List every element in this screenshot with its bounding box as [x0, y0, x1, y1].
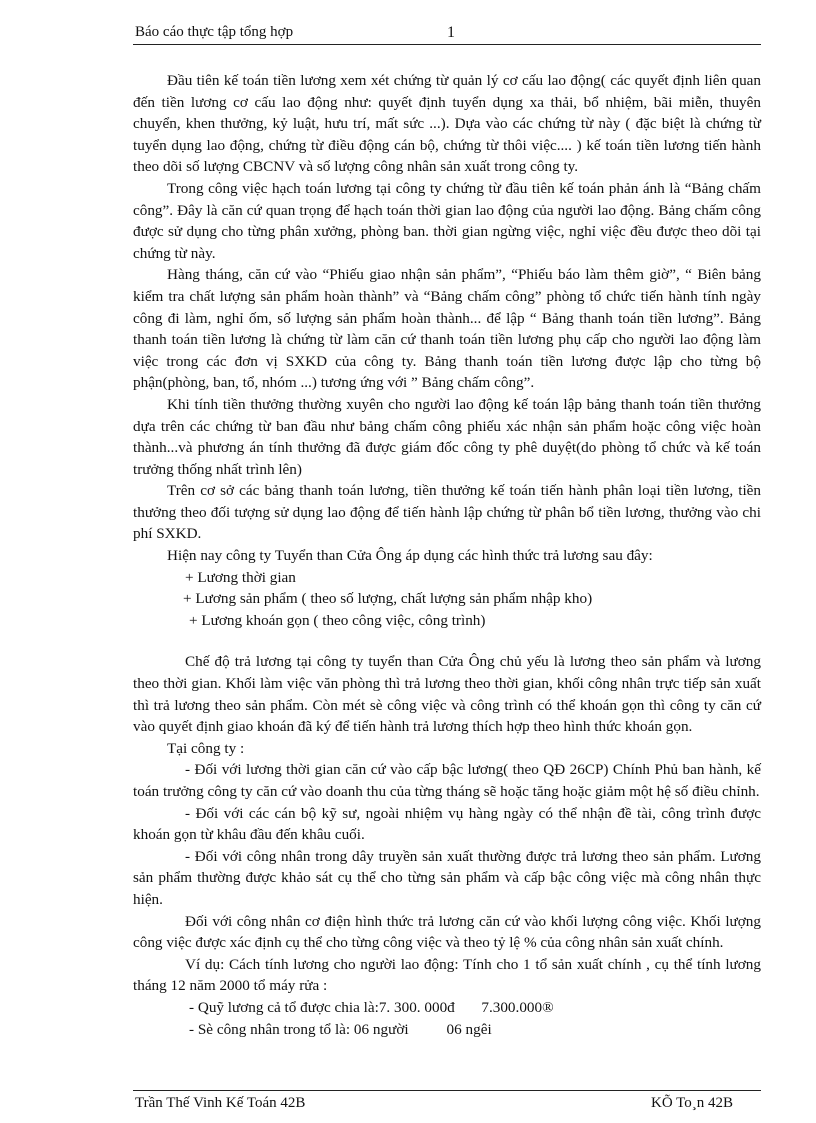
- paragraph: Đầu tiên kế toán tiền lương xem xét chứng từ quản lý cơ cấu lao động( các quyết định liên quan đến tiền lương cơ cấu lao động như: quyết định tuyển dụng xa thải, bổ nhiệm, bãi miễn, thuyên chuyển, khen thưởng, kỷ luật, hưu trí, mất sức ...). Dựa vào các chứng từ này ( đặc biệt là chứng từ tuyển dụng lao động, chứng từ điều động cán bộ, chứng từ thôi việc.... ) kế toán tiền lương tiến hành theo dõi số lượng CBCNV và số lượng công nhân sản xuất trong công ty.: [133, 72, 761, 176]
- page-header: [133, 22, 761, 45]
- page-number: 1: [447, 24, 455, 41]
- footer-author: Trần Thế Vinh Kế Toán 42B: [135, 1095, 306, 1111]
- list-item: + Lương khoán gọn ( theo công việc, công trình): [189, 611, 486, 629]
- spacer: [133, 631, 761, 651]
- paragraph: Đối với công nhân cơ điện hình thức trả lương căn cứ vào khối lượng công việc. Khối lượng công việc được xác định cụ thể cho từng công việc và theo tỷ lệ % của công nhân sản xuất chính.: [133, 912, 761, 952]
- footer-class: KÕ To¸n 42B: [650, 1095, 733, 1111]
- paragraph: Hàng tháng, căn cứ vào “Phiếu giao nhận sản phẩm”, “Phiếu báo làm thêm giờ”, “ Biên bảng kiểm tra chất lượng sản phẩm hoàn thành” và “Bảng chấm công” phòng tổ chức tiến hành tính ngày công đi làm, nghỉ ốm, số lượng sản phẩm hoàn thành... để lập “ Bảng thanh toán tiền lương”. Bảng thanh toán tiền lương là chứng từ làm căn cứ thanh toán tiền lương phụ cấp cho người lao động làm việc trong các đơn vị SXKD của công ty. Bảng thanh toán tiền lương được lập cho từng bộ phận(phòng, ban, tổ, nhóm ...) tương ứng với ” Bảng chấm công”.: [133, 266, 761, 392]
- paragraph: Trong công việc hạch toán lương tại công ty chứng từ đầu tiên kế toán phản ánh là “Bảng chấm công”. Đây là căn cứ quan trọng để hạch toán thời gian lao động của người lao động. Bảng chấm công được sử dụng cho từng phân xưởng, phòng ban. thời gian ngừng việc, nghỉ việc đều được theo dõi tại chứng từ này.: [133, 179, 761, 262]
- paragraph: Khi tính tiền thưởng thường xuyên cho người lao động kế toán lập bảng thanh toán tiền thưởng dựa trên các chứng từ ban đầu như bảng chấm công phiếu xác nhận sản phẩm hoặc công việc hoàn thành...và phương án tính thưởng đã được giám đốc công ty phê duyệt(do phòng tổ chức và kế toán trưởng thống nhất trình lên): [133, 395, 761, 478]
- paragraph: Trên cơ sở các bảng thanh toán lương, tiền thưởng kế toán tiến hành phân loại tiền lương, tiền thưởng theo đối tượng sử dụng lao động để tiến hành lập chứng từ phân bổ tiền lương, thưởng vào chi phí SXKD.: [133, 482, 761, 543]
- list-item: - Quỹ lương cả tổ được chia là:7. 300. 000đ 7.300.000®: [189, 998, 554, 1016]
- list-item: + Lương sản phẩm ( theo số lượng, chất lượng sản phẩm nhập kho): [183, 590, 593, 608]
- document-body: [133, 70, 761, 1040]
- paragraph: Ví dụ: Cách tính lương cho người lao động: Tính cho 1 tổ sản xuất chính , cụ thể tính lương tháng 12 năm 2000 tổ máy rửa :: [133, 955, 761, 995]
- paragraph: Chế độ trả lương tại công ty tuyển than Cửa Ông chủ yếu là lương theo sản phẩm và lương theo thời gian. Khối làm việc văn phòng thì trả lương theo thời gian, khối công nhân trực tiếp sản xuất thì trả lương theo sản phẩm. Còn mét sè công việc và công trình có thể khoán gọn thì công ty căn cứ vào quyết định giao khoán đã ký để tiến hành trả lương thích hợp theo hình thức khoán gọn.: [133, 653, 761, 736]
- paragraph: - Đối với các cán bộ kỹ sư, ngoài nhiệm vụ hàng ngày có thể nhận đề tài, công trình được khoán gọn từ khâu đầu đến khâu cuối.: [133, 804, 761, 844]
- header-title: Báo cáo thực tập tổng hợp: [135, 24, 294, 40]
- page-footer: [133, 1090, 761, 1117]
- paragraph: - Đối với lương thời gian căn cứ vào cấp bậc lương( theo QĐ 26CP) Chính Phủ ban hành, kế toán trưởng công ty căn cứ vào doanh thu của từng tháng sẽ hoặc tăng hoặc giảm một hệ số điều chỉnh.: [133, 761, 761, 800]
- paragraph: Tại công ty :: [167, 739, 245, 757]
- paragraph: Hiện nay công ty Tuyển than Cửa Ông áp dụng các hình thức trả lương sau đây:: [167, 547, 653, 565]
- paragraph: - Đối với công nhân trong dây truyền sản xuất thường được trả lương theo sản phẩm. Lương sản phẩm thường được khảo sát cụ thể cho từng sản phẩm và cấp bậc công việc mà công nhân thực hiện.: [133, 847, 761, 908]
- list-item: + Lương thời gian: [185, 568, 296, 586]
- list-item: - Sè công nhân trong tổ là: 06 người 06 ngêi: [189, 1020, 492, 1038]
